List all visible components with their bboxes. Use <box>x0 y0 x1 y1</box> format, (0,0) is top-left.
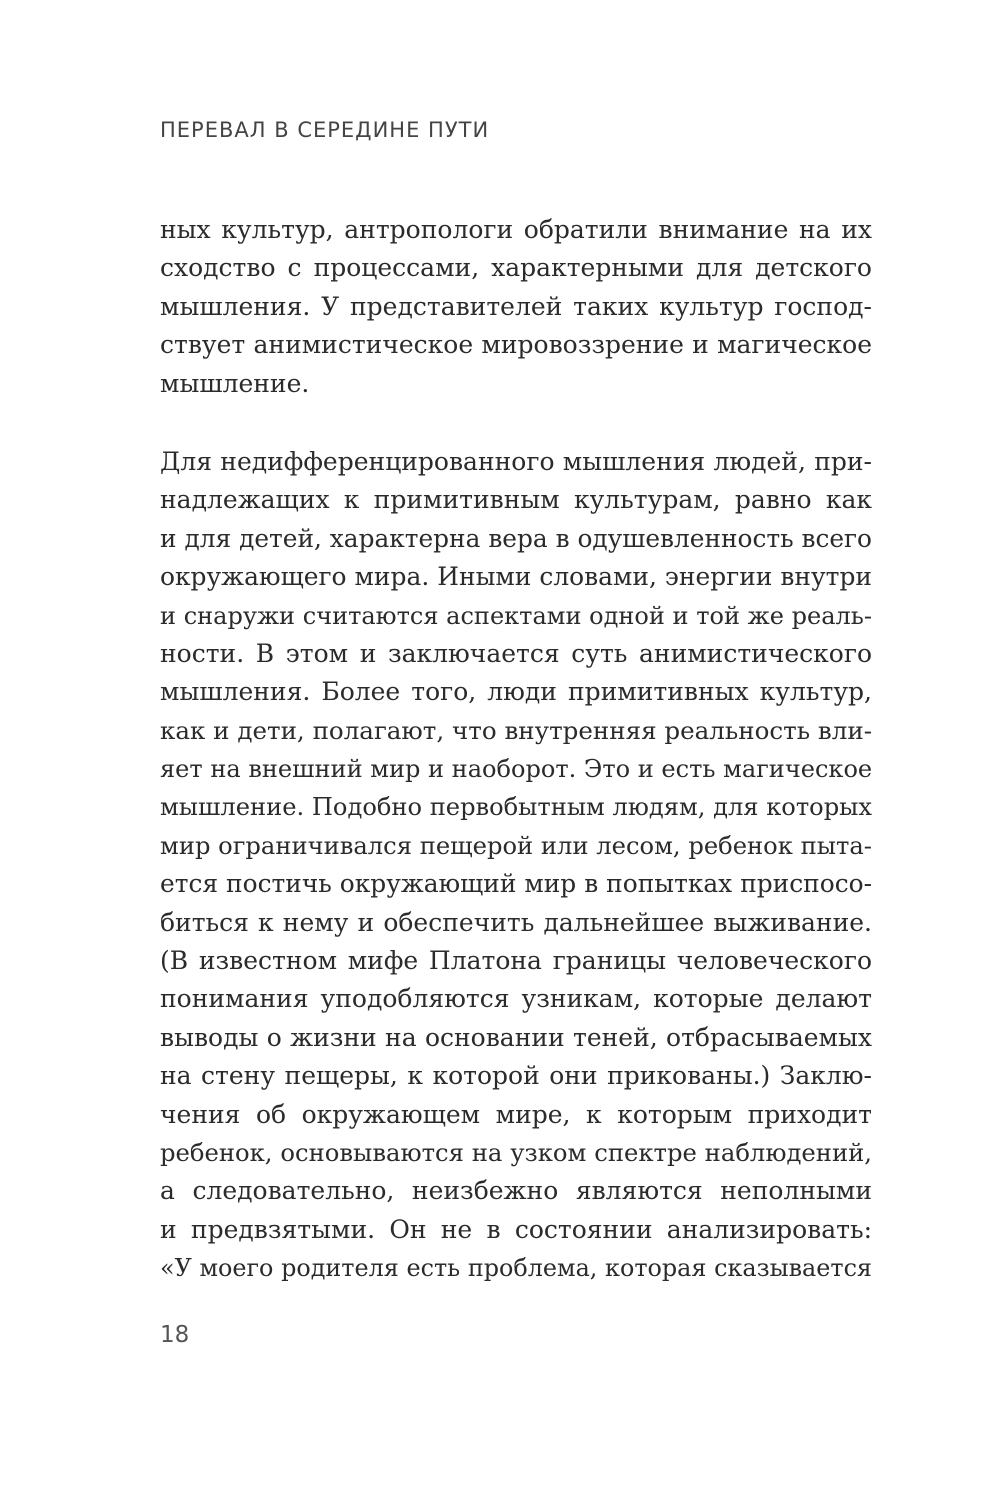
text-line: а следовательно, неизбежно являются неполными <box>160 1176 872 1206</box>
text-line: мышления. Более того, люди примитивных культур, <box>160 677 872 707</box>
paragraph-gap <box>160 403 872 443</box>
text-line: ется постичь окружающий мир в попытках приспосо- <box>160 869 872 899</box>
paragraph <box>160 211 872 403</box>
text-line: «У моего родителя есть проблема, которая сказывается <box>160 1254 872 1283</box>
text-line: надлежащих к примитивным культурам, равно как <box>160 485 872 515</box>
text-line: окружающего мира. Иными словами, энергии внутри <box>160 562 872 592</box>
text-line: (В известном мифе Платона границы человеческого <box>160 946 872 976</box>
text-line: мышление. <box>160 368 310 398</box>
paragraph <box>160 443 872 1288</box>
text-line: понимания уподобляются узникам, которые делают <box>160 984 872 1014</box>
text-line: биться к нему и обеспечить дальнейшее выживание. <box>160 907 872 937</box>
text-line: ствует анимистическое мировоззрение и магическое <box>160 330 872 360</box>
text-line: и снаружи считаются аспектами одной и той же реаль- <box>160 601 872 630</box>
text-line: сходство с процессами, характерными для детского <box>160 253 872 283</box>
text-line: мышление. Подобно первобытным людям, для которых <box>160 793 872 822</box>
body-text <box>160 211 872 1288</box>
text-line: выводы о жизни на основании теней, отбрасываемых <box>160 1022 872 1052</box>
text-line: Для недифференцированного мышления людей, при- <box>160 446 872 476</box>
text-line: как и дети, полагают, что внутренняя реальность вли- <box>160 715 872 745</box>
running-header: ПЕРЕВАЛ В СЕРЕДИНЕ ПУТИ <box>160 118 490 142</box>
text-line: и для детей, характерна вера в одушевленность всего <box>160 523 872 553</box>
text-line: ности. В этом и заключается суть анимистического <box>160 638 872 668</box>
page-number: 18 <box>160 1322 190 1348</box>
text-line: яет на внешний мир и наоборот. Это и есть магическое <box>160 755 873 784</box>
text-line: ных культур, антропологи обратили внимание на их <box>160 215 872 244</box>
text-line: ребенок, основываются на узком спектре наблюдений, <box>160 1137 872 1167</box>
text-line: и предвзятыми. Он не в состоянии анализировать: <box>160 1214 872 1244</box>
text-line: мышления. У представителей таких культур господ- <box>160 291 872 321</box>
text-line: мир ограничивался пещерой или лесом, ребенок пыта- <box>160 831 872 860</box>
text-line: чения об окружающем мире, к которым приходит <box>160 1099 872 1129</box>
text-line: на стену пещеры, к которой они прикованы.) Заклю- <box>160 1061 872 1091</box>
